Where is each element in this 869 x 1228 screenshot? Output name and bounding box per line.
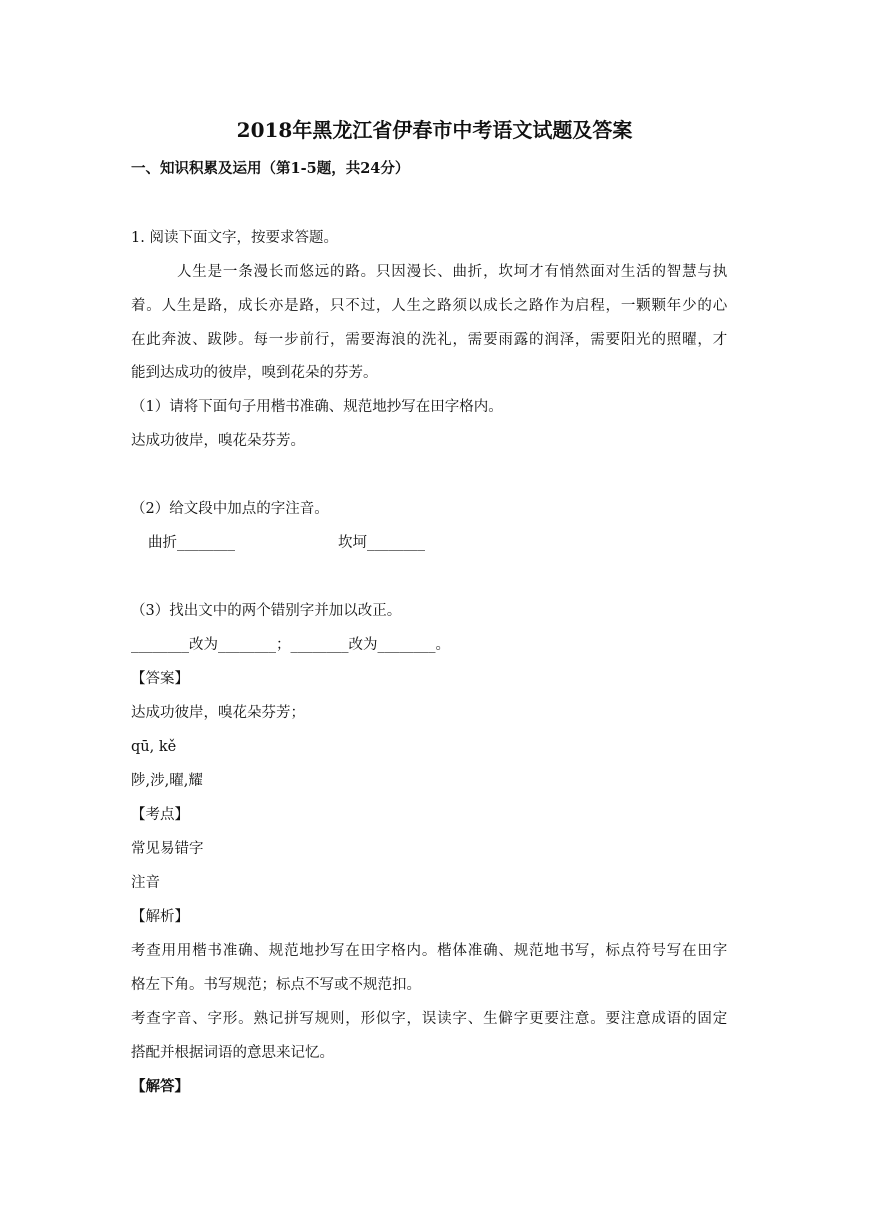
passage-line: 着。人生是路，成长亦是路，只不过，人生之路须以成长之路作为启程，一颗颗年少的心 bbox=[131, 298, 729, 314]
passage-line: 能到达成功的彼岸，嗅到花朵的芬芳。 bbox=[131, 365, 378, 381]
answer-line: 达成功彼岸，嗅花朵芬芳； bbox=[131, 705, 305, 721]
passage-line: 人生是一条漫长而悠远的路。只因漫长、曲折，坎坷才有悄然面对生活的智慧与执 bbox=[177, 264, 729, 280]
sub-question-3-blanks: ________改为________；________改为________。 bbox=[131, 637, 450, 653]
analysis-label: 【解析】 bbox=[131, 909, 189, 925]
document-title: 2018年黑龙江省伊春市中考语文试题及答案 bbox=[236, 118, 633, 142]
analysis-line: 搭配并根据词语的意思来记忆。 bbox=[131, 1045, 334, 1061]
sub-question-1-sentence: 达成功彼岸，嗅花朵芬芳。 bbox=[131, 433, 305, 449]
sub-question-2: （2）给文段中加点的字注音。 bbox=[131, 501, 329, 517]
analysis-line: 格左下角。书写规范；标点不写或不规范扣。 bbox=[131, 977, 421, 993]
analysis-line: 考查字音、字形。熟记拼写规则，形似字，误读字、生僻字更要注意。要注意成语的固定 bbox=[131, 1011, 729, 1027]
section-heading: 一、知识积累及运用（第1-5题，共24分） bbox=[131, 160, 410, 177]
kaodian-line: 常见易错字 bbox=[131, 841, 204, 857]
sub-question-2-item: 坎坷________ bbox=[338, 535, 425, 551]
passage-line: 在此奔波、跋陟。每一步前行，需要海浪的洗礼，需要雨露的润泽，需要阳光的照曜，才 bbox=[131, 332, 729, 348]
sub-question-1: （1）请将下面句子用楷书准确、规范地抄写在田字格内。 bbox=[131, 399, 503, 415]
question-1-stem: 1. 阅读下面文字，按要求答题。 bbox=[131, 230, 338, 246]
answer-label: 【答案】 bbox=[131, 671, 189, 687]
answer-line: qū, kě bbox=[131, 739, 177, 755]
answer-line: 陟,涉,曜,耀 bbox=[131, 773, 203, 789]
kaodian-label: 【考点】 bbox=[131, 807, 189, 823]
sub-question-3: （3）找出文中的两个错别字并加以改正。 bbox=[131, 603, 402, 619]
solution-label: 【解答】 bbox=[131, 1078, 189, 1095]
sub-question-2-item: 曲折________ bbox=[148, 535, 235, 551]
kaodian-line: 注音 bbox=[131, 875, 160, 891]
analysis-line: 考查用用楷书准确、规范地抄写在田字格内。楷体准确、规范地书写，标点符号写在田字 bbox=[131, 943, 729, 959]
